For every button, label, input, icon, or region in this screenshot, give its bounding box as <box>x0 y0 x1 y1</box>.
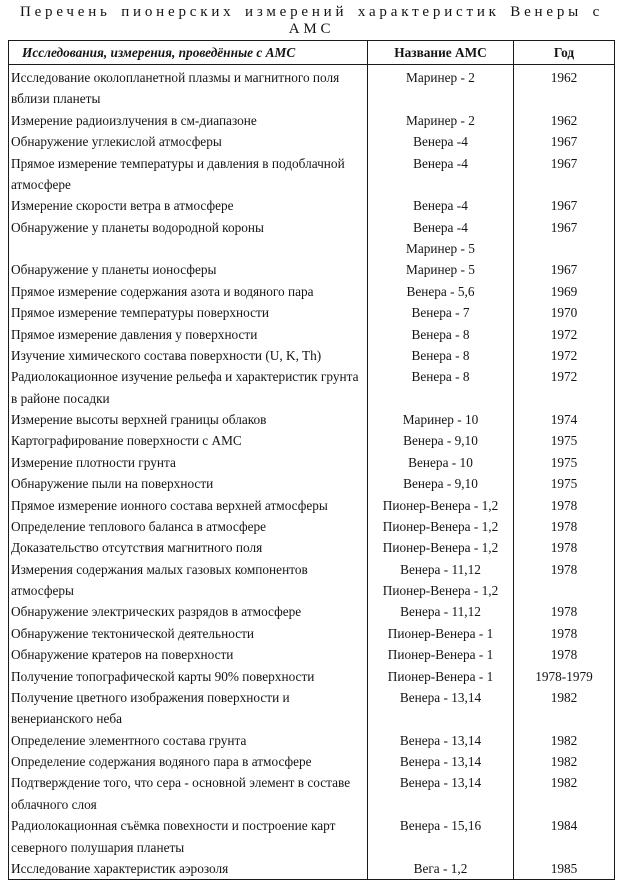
table-row <box>9 858 615 880</box>
spacecraft-cell <box>368 195 514 216</box>
spacecraft-cell <box>368 666 514 687</box>
spacecraft-cell <box>368 730 514 751</box>
year-cell <box>514 259 615 280</box>
study-cell <box>9 195 368 216</box>
table-row <box>9 302 615 323</box>
year-cell <box>514 687 615 730</box>
study-cell <box>9 110 368 131</box>
venus-missions-table <box>8 40 615 880</box>
study-text: Измерения содержания малых газовых компонентов <box>11 561 308 577</box>
year-cell <box>514 516 615 537</box>
year-cell <box>514 644 615 665</box>
table-row <box>9 281 615 302</box>
year-cell <box>514 131 615 152</box>
spacecraft-cell <box>368 623 514 644</box>
spacecraft-cell <box>368 772 514 815</box>
spacecraft-text: Венера - 8 <box>411 369 470 385</box>
study-cell <box>9 366 368 409</box>
spacecraft-cell <box>368 452 514 473</box>
study-text: Картографирование поверхности с АМС <box>11 433 242 449</box>
spacecraft-cell <box>368 281 514 302</box>
table-row <box>9 110 615 131</box>
study-text: Определение элементного состава грунта <box>11 732 247 748</box>
study-text: Измерение плотности грунта <box>11 454 176 470</box>
spacecraft-text: Венера - 9,10 <box>403 476 478 492</box>
table-row <box>9 366 615 409</box>
table-row <box>9 666 615 687</box>
year-text: 1974 <box>550 412 578 427</box>
spacecraft-cell <box>368 131 514 152</box>
spacecraft-cell <box>368 559 514 602</box>
spacecraft-cell <box>368 430 514 451</box>
spacecraft-cell <box>368 302 514 323</box>
document-title: Перечень пионерских измерений характеристик Венеры с <box>19 4 604 20</box>
spacecraft-text: Венера - 8 <box>411 326 470 342</box>
year-cell <box>514 110 615 131</box>
year-cell <box>514 495 615 516</box>
table-row <box>9 217 615 260</box>
year-cell <box>514 217 615 260</box>
year-cell <box>514 858 615 880</box>
study-cell <box>9 281 368 302</box>
spacecraft-cell <box>368 110 514 131</box>
study-text: атмосфере <box>11 176 71 192</box>
study-cell <box>9 644 368 665</box>
spacecraft-cell <box>368 217 514 260</box>
study-text: Подтверждение того, что сера - основной элемент в составе <box>11 775 351 791</box>
year-text: 1982 <box>550 732 578 748</box>
spacecraft-cell <box>368 473 514 494</box>
year-cell <box>514 65 615 110</box>
study-text: Обнаружение у планеты ионосферы <box>11 262 217 278</box>
document-title-continued: АМС <box>288 21 335 37</box>
year-cell <box>514 815 615 858</box>
study-text: Получение цветного изображения поверхности и <box>11 689 290 705</box>
study-cell <box>9 473 368 494</box>
year-text: 1975 <box>550 476 578 492</box>
spacecraft-text: Венера - 13,14 <box>399 689 482 705</box>
spacecraft-text: Пионер-Венера - 1,2 <box>382 540 499 556</box>
year-text: 1967 <box>550 155 578 171</box>
spacecraft-text: Венера - 15,16 <box>399 818 482 834</box>
study-cell <box>9 324 368 345</box>
study-cell <box>9 772 368 815</box>
spacecraft-text: Венера -4 <box>413 134 468 150</box>
column-header-spacecraft: Название АМС <box>368 41 514 65</box>
study-text: Получение топографической карты 90% поверхности <box>11 668 315 684</box>
spacecraft-text: Пионер-Венера - 1,2 <box>382 583 499 598</box>
spacecraft-cell <box>368 495 514 516</box>
spacecraft-text: Венера - 13,14 <box>399 754 482 769</box>
spacecraft-text: Пионер-Венера - 1 <box>387 647 494 663</box>
spacecraft-text: Венера -4 <box>413 219 468 235</box>
study-text: в районе посадки <box>11 390 110 406</box>
year-cell <box>514 281 615 302</box>
table-row <box>9 324 615 345</box>
table-row <box>9 452 615 473</box>
year-cell <box>514 730 615 751</box>
table-row <box>9 815 615 858</box>
study-text: Обнаружение электрических разрядов в атмосфере <box>11 604 302 620</box>
spacecraft-cell <box>368 601 514 622</box>
study-cell <box>9 217 368 260</box>
year-text: 1967 <box>550 262 578 278</box>
year-text: 1969 <box>550 283 578 299</box>
study-cell <box>9 858 368 880</box>
table-row <box>9 537 615 558</box>
study-cell <box>9 131 368 152</box>
study-cell <box>9 730 368 751</box>
study-cell <box>9 516 368 537</box>
study-text: Определение теплового баланса в атмосфере <box>11 518 267 534</box>
year-text: 1972 <box>550 369 578 385</box>
spacecraft-cell <box>368 409 514 430</box>
year-text: 1975 <box>550 433 578 449</box>
study-text: Прямое измерение давления у поверхности <box>11 326 258 342</box>
year-text: 1962 <box>550 70 578 85</box>
table-row <box>9 772 615 815</box>
year-cell <box>514 409 615 430</box>
spacecraft-text: Маринер - 2 <box>406 70 475 85</box>
study-cell <box>9 430 368 451</box>
spacecraft-cell <box>368 751 514 772</box>
study-cell <box>9 65 368 110</box>
table-row <box>9 259 615 280</box>
year-text: 1975 <box>550 454 578 470</box>
year-cell <box>514 772 615 815</box>
study-text: венерианского неба <box>11 711 123 727</box>
table-row <box>9 195 615 216</box>
table-header-row <box>9 41 615 65</box>
spacecraft-cell <box>368 537 514 558</box>
year-text: 1978 <box>550 604 578 620</box>
study-cell <box>9 452 368 473</box>
study-text: Изучение химического состава поверхности (U, K, Th) <box>11 347 322 363</box>
year-cell <box>514 473 615 494</box>
study-text: Обнаружение тектонической деятельности <box>11 625 255 641</box>
spacecraft-text: Пионер-Венера - 1,2 <box>382 518 499 534</box>
study-cell <box>9 302 368 323</box>
spacecraft-text: Венера - 11,12 <box>400 561 481 577</box>
year-text: 1967 <box>550 219 578 235</box>
year-cell <box>514 366 615 409</box>
spacecraft-text: Венера - 10 <box>408 454 473 470</box>
spacecraft-text: Маринер - 5 <box>406 241 475 256</box>
study-text: Определение содержания водяного пара в атмосфере <box>11 754 312 769</box>
study-text: Прямое измерение температуры поверхности <box>11 305 269 321</box>
study-cell <box>9 687 368 730</box>
study-text: Обнаружение пыли на поверхности <box>11 476 214 492</box>
table-row <box>9 687 615 730</box>
spacecraft-text: Венера -4 <box>413 198 468 214</box>
study-cell <box>9 815 368 858</box>
study-text: Прямое измерение температуры и давления в подоблачной <box>11 155 345 171</box>
study-text: Обнаружение кратеров на поверхности <box>11 647 234 663</box>
year-cell <box>514 559 615 602</box>
table-row <box>9 473 615 494</box>
table-row <box>9 623 615 644</box>
table-row <box>9 409 615 430</box>
study-text: вблизи планеты <box>11 91 101 107</box>
year-cell <box>514 153 615 196</box>
year-cell <box>514 430 615 451</box>
spacecraft-cell <box>368 815 514 858</box>
study-text: Исследование характеристик аэрозоля <box>11 860 229 876</box>
study-text: Исследование околопланетной плазмы и магнитного поля <box>11 70 340 85</box>
study-text: Прямое измерение ионного состава верхней атмосферы <box>11 497 328 513</box>
spacecraft-cell <box>368 345 514 366</box>
spacecraft-text: Пионер-Венера - 1 <box>387 625 494 641</box>
spacecraft-text: Венера - 13,14 <box>399 732 482 748</box>
spacecraft-text: Венера -4 <box>413 155 468 171</box>
spacecraft-text: Венера - 5,6 <box>406 283 475 299</box>
year-cell <box>514 195 615 216</box>
table-row <box>9 601 615 622</box>
spacecraft-cell <box>368 259 514 280</box>
study-cell <box>9 666 368 687</box>
spacecraft-cell <box>368 644 514 665</box>
study-cell <box>9 153 368 196</box>
table-row <box>9 131 615 152</box>
spacecraft-text: Пионер-Венера - 1 <box>387 668 494 684</box>
table-row <box>9 730 615 751</box>
spacecraft-text: Венера - 13,14 <box>399 775 482 791</box>
year-text: 1982 <box>550 754 578 769</box>
year-text: 1984 <box>550 818 578 834</box>
study-cell <box>9 751 368 772</box>
table-row <box>9 644 615 665</box>
year-cell <box>514 666 615 687</box>
column-header-year: Год <box>514 41 615 65</box>
year-text: 1972 <box>550 326 578 342</box>
table-row <box>9 751 615 772</box>
study-text: Измерение скорости ветра в атмосфере <box>11 198 234 214</box>
year-text: 1982 <box>550 689 578 705</box>
study-text: Измерение радиоизлучения в см-диапазоне <box>11 112 257 128</box>
year-text: 1978 <box>550 518 578 534</box>
spacecraft-cell <box>368 153 514 196</box>
study-cell <box>9 409 368 430</box>
year-text: 1972 <box>550 347 578 363</box>
table-row <box>9 345 615 366</box>
year-cell <box>514 601 615 622</box>
spacecraft-cell <box>368 366 514 409</box>
year-text: 1978 <box>550 561 578 577</box>
spacecraft-text: Маринер - 2 <box>406 112 475 128</box>
spacecraft-text: Венера - 11,12 <box>400 604 481 620</box>
study-text: Обнаружение у планеты водородной короны <box>11 219 264 235</box>
spacecraft-text: Венера - 8 <box>411 347 470 363</box>
study-text: облачного слоя <box>11 796 97 812</box>
study-text: северного полушария планеты <box>11 839 185 855</box>
year-cell <box>514 452 615 473</box>
spacecraft-text: Пионер-Венера - 1,2 <box>382 497 499 513</box>
study-text: Доказательство отсутствия магнитного поля <box>11 540 263 556</box>
study-cell <box>9 601 368 622</box>
spacecraft-text: Венера - 7 <box>411 305 470 321</box>
study-text: Радиолокационная съёмка повехности и построение карт <box>11 818 336 834</box>
year-cell <box>514 537 615 558</box>
year-cell <box>514 345 615 366</box>
year-text: 1985 <box>550 860 578 876</box>
year-text: 1978 <box>550 647 578 663</box>
year-text: 1978-1979 <box>535 668 593 684</box>
study-text: Радиолокационное изучение рельефа и характеристик грунта <box>11 369 359 385</box>
study-cell <box>9 559 368 602</box>
study-cell <box>9 537 368 558</box>
year-cell <box>514 302 615 323</box>
study-cell <box>9 623 368 644</box>
column-header-study: Исследования, измерения, проведённые с АМС <box>9 41 368 65</box>
table-row <box>9 65 615 110</box>
table-row <box>9 559 615 602</box>
spacecraft-text: Вега - 1,2 <box>413 860 468 876</box>
table-row <box>9 495 615 516</box>
year-text: 1978 <box>550 540 578 556</box>
study-text: атмосферы <box>11 583 74 598</box>
table-row <box>9 430 615 451</box>
table-row <box>9 516 615 537</box>
spacecraft-cell <box>368 516 514 537</box>
spacecraft-cell <box>368 687 514 730</box>
study-text: Обнаружение углекислой атмосферы <box>11 134 222 150</box>
year-text: 1967 <box>550 134 578 150</box>
spacecraft-cell <box>368 324 514 345</box>
study-text: Прямое измерение содержания азота и водяного пара <box>11 283 314 299</box>
year-text: 1962 <box>550 112 578 128</box>
spacecraft-cell <box>368 65 514 110</box>
study-cell <box>9 495 368 516</box>
spacecraft-cell <box>368 858 514 880</box>
year-cell <box>514 751 615 772</box>
year-cell <box>514 324 615 345</box>
year-text: 1982 <box>550 775 578 791</box>
table-row <box>9 153 615 196</box>
year-text: 1978 <box>550 497 578 513</box>
spacecraft-text: Маринер - 5 <box>406 262 475 278</box>
spacecraft-text: Маринер - 10 <box>402 412 479 427</box>
study-text: Измерение высоты верхней границы облаков <box>11 412 267 427</box>
year-cell <box>514 623 615 644</box>
study-cell <box>9 259 368 280</box>
year-text: 1967 <box>550 198 578 214</box>
year-text: 1978 <box>550 625 578 641</box>
spacecraft-text: Венера - 9,10 <box>403 433 478 449</box>
study-cell <box>9 345 368 366</box>
year-text: 1970 <box>550 305 578 321</box>
